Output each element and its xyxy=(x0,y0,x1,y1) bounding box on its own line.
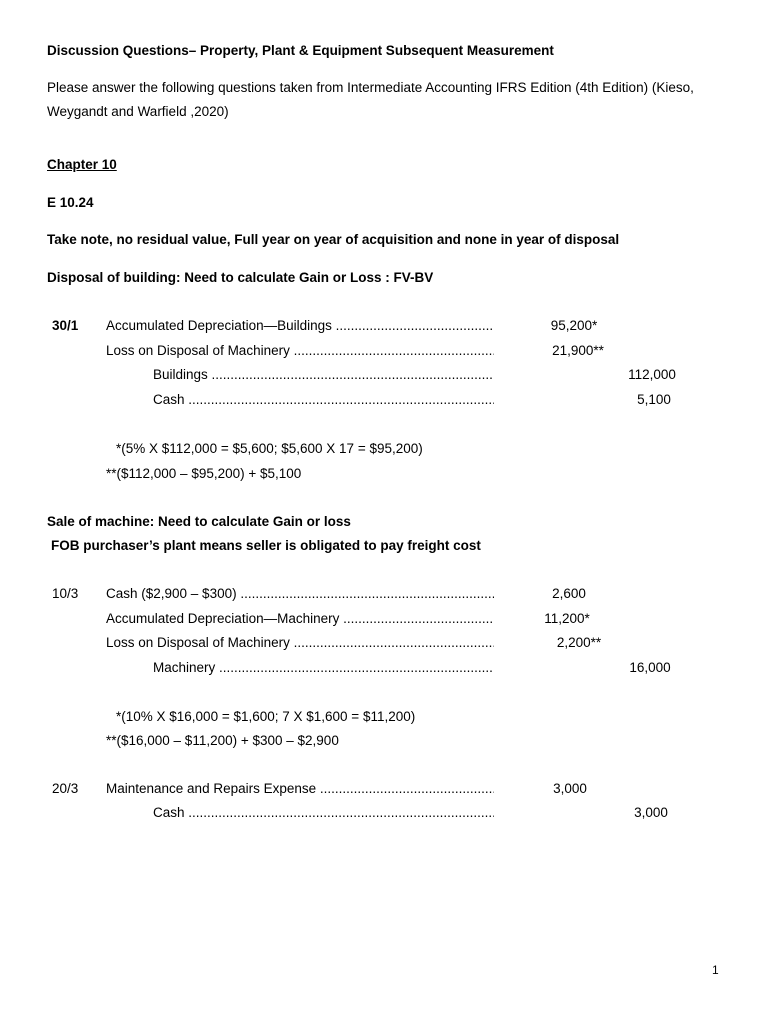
account-name: Cash ..... xyxy=(153,392,494,407)
footnote: **($16,000 – $11,200) + $300 – $2,900 xyxy=(106,733,339,748)
credit-amount: 16,000 xyxy=(629,660,671,675)
account-name: Cash ($2,900 – $300) ..... xyxy=(106,586,494,601)
account-name: Cash ..... xyxy=(153,805,494,820)
account-line xyxy=(106,586,494,602)
debit-amount: 11,200* xyxy=(544,611,590,626)
footnote: **($112,000 – $95,200) + $5,100 xyxy=(106,466,302,481)
chapter-heading: Chapter 10 xyxy=(47,157,117,172)
debit-amount: 95,200* xyxy=(550,318,598,333)
credit-amount: 5,100 xyxy=(637,392,671,407)
credit-amount: 112,000 xyxy=(628,367,676,382)
account-line xyxy=(106,635,494,651)
account-name: Loss on Disposal of Machinery ..... xyxy=(106,635,494,650)
account-line xyxy=(106,781,494,797)
account-line xyxy=(153,367,494,383)
account-name: Buildings ..... xyxy=(153,367,494,382)
footnote: *(5% X $112,000 = $5,600; $5,600 X 17 = $95,200) xyxy=(116,441,423,456)
entry-date: 20/3 xyxy=(52,781,79,796)
account-line xyxy=(106,318,494,334)
account-line xyxy=(106,343,494,359)
debit-amount: 21,900** xyxy=(552,343,604,358)
debit-amount: 2,600 xyxy=(552,586,586,601)
section-title-disposal: Disposal of building: Need to calculate Gain or Loss : FV-BV xyxy=(47,270,434,285)
account-line xyxy=(153,660,494,676)
account-name: Accumulated Depreciation—Machinery ..... xyxy=(106,611,494,626)
footnote: *(10% X $16,000 = $1,600; 7 X $1,600 = $11,200) xyxy=(116,709,416,724)
account-name: Machinery ..... xyxy=(153,660,494,675)
section-title-sale: Sale of machine: Need to calculate Gain or loss xyxy=(47,514,351,529)
account-line xyxy=(153,805,494,821)
credit-amount: 3,000 xyxy=(634,805,668,820)
page-number: 1 xyxy=(712,963,719,977)
document-heading: Discussion Questions– Property, Plant & Equipment Subsequent Measurement xyxy=(47,43,554,58)
section-subtitle-fob: FOB purchaser’s plant means seller is obligated to pay freight cost xyxy=(51,538,481,553)
entry-date: 10/3 xyxy=(52,586,79,601)
account-name: Accumulated Depreciation—Buildings ..... xyxy=(106,318,494,333)
account-name: Loss on Disposal of Machinery ..... xyxy=(106,343,494,358)
intro-paragraph: Please answer the following questions taken from Intermediate Accounting IFRS Edition (4th Edition) (Kieso, Weygandt and Warfield ,2020) xyxy=(47,80,694,119)
entry-date: 30/1 xyxy=(52,318,79,333)
debit-amount: 2,200** xyxy=(556,635,602,650)
assumptions-note: Take note, no residual value, Full year on year of acquisition and none in year of disposal xyxy=(47,232,620,247)
debit-amount: 3,000 xyxy=(553,781,587,796)
account-name: Maintenance and Repairs Expense ..... xyxy=(106,781,494,796)
account-line xyxy=(106,611,494,627)
exercise-label: E 10.24 xyxy=(47,195,94,210)
account-line xyxy=(153,392,494,408)
